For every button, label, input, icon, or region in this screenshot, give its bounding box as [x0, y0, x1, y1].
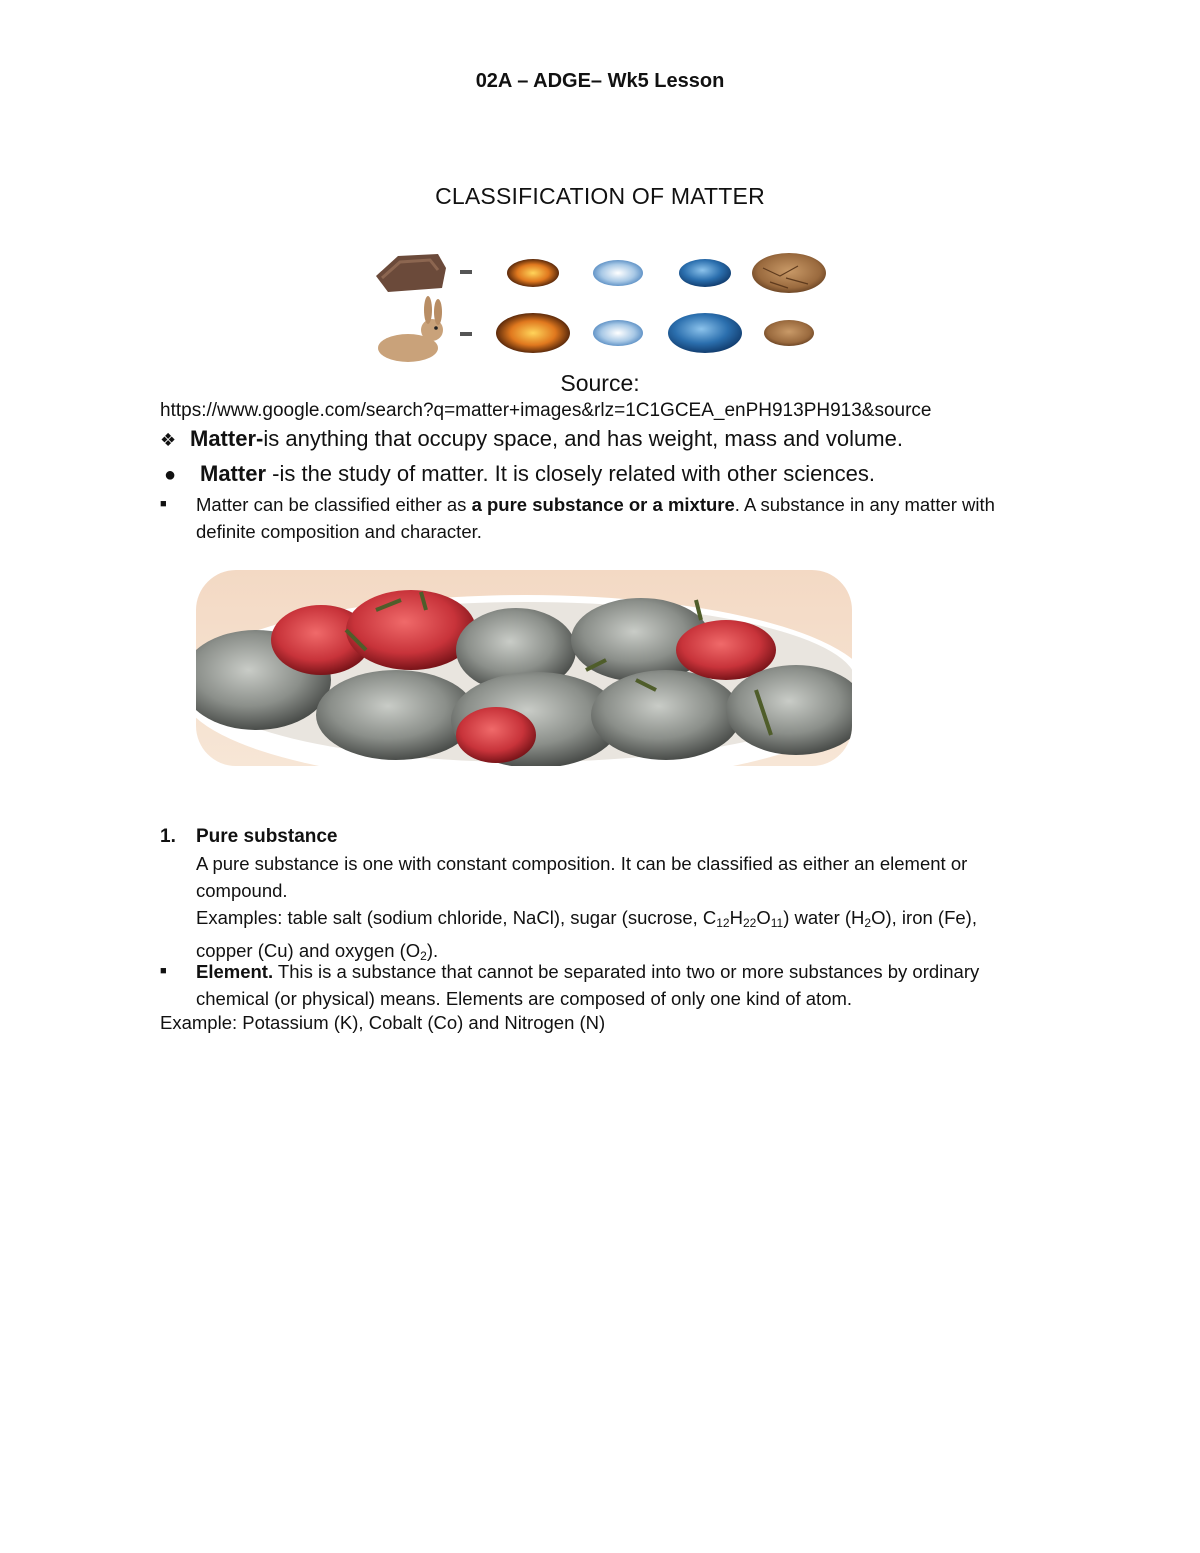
dot-bullet-icon: ● [164, 464, 177, 486]
pure-substance-description: A pure substance is one with constant composition. It can be classified as either an element or compound. [196, 853, 968, 901]
element-paragraph [160, 958, 1026, 1012]
source-link[interactable]: https://www.google.com/search?q=matter+images&rlz=1C1GCEA_enPH913PH913&source [160, 400, 932, 421]
matter-definition-2 [160, 461, 875, 487]
element-definition: This is a substance that cannot be separated into two or more substances by ordinary chemical (or physical) means. Elements are composed of only one kind of atom. [196, 961, 980, 1009]
pure-substance-heading: 1. Pure substance [196, 823, 1026, 850]
moldy-strawberries-image [196, 570, 852, 766]
water-icon [668, 313, 742, 353]
water-icon [679, 259, 731, 287]
matter-term: Matter [200, 461, 267, 486]
rabbit-icon [378, 296, 443, 362]
equals-sign [460, 270, 472, 274]
air-icon [593, 320, 643, 346]
rock-icon [376, 254, 446, 292]
matter-study-text: -is the study of matter. It is closely related with other sciences. [266, 461, 875, 486]
equals-sign [460, 332, 472, 336]
list-number: 1. [160, 826, 176, 847]
earth-icon [764, 320, 814, 346]
air-icon [593, 260, 643, 286]
page-title: CLASSIFICATION OF MATTER [435, 183, 765, 209]
element-term: Element. [196, 961, 274, 982]
elements-illustration [368, 248, 838, 366]
matter-definition-text: is anything that occupy space, and has weight, mass and volume. [263, 426, 903, 451]
square-bullet-icon: ■ [160, 965, 167, 977]
pure-substance-paragraph [196, 850, 1026, 970]
matter-definition-1 [160, 426, 903, 452]
fire-icon [507, 259, 559, 287]
earth-icon [752, 253, 826, 293]
diamond-bullet-icon: ❖ [160, 430, 177, 450]
matter-term: Matter- [190, 426, 264, 451]
source-label: Source: [560, 370, 640, 396]
document-header: 02A – ADGE– Wk5 Lesson [475, 70, 725, 92]
fire-icon [496, 313, 570, 353]
classification-paragraph: ■ Matter can be classified either as a pure substance or a mixture. A substance in any matter with definite composition and character. [196, 491, 1026, 545]
square-bullet-icon: ■ [160, 498, 167, 510]
element-examples: Example: Potassium (K), Cobalt (Co) and Nitrogen (N) [160, 1012, 606, 1033]
pure-substance-examples: Examples: table salt (sodium chloride, NaCl), sugar (sucrose, $C_{12}H_{22}O_{11}$) water $(H_2O)$, iron (Fe), copper (Cu) and oxygen $(O_2)$. [196, 907, 977, 963]
